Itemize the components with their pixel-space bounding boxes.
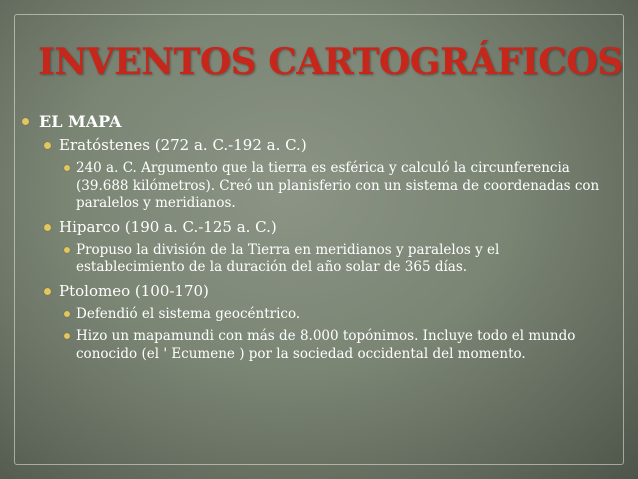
bullet-icon xyxy=(44,224,51,231)
section-title: Ptolomeo (100-170) xyxy=(59,281,209,300)
bullet-icon xyxy=(64,333,70,339)
heading-text: EL MAPA xyxy=(39,112,122,131)
bullet-icon xyxy=(22,118,29,125)
bullet-icon xyxy=(44,288,51,295)
section-point xyxy=(22,328,612,363)
section-point xyxy=(22,306,612,324)
bullet-icon xyxy=(44,142,51,149)
section-title: Eratóstenes (272 a. C.-192 a. C.) xyxy=(59,136,307,154)
section-point xyxy=(22,160,612,213)
section-item-ptolomeo xyxy=(22,282,612,301)
slide-title: INVENTOS CARTOGRÁFICOS xyxy=(38,41,623,83)
point-text: Propuso la división de la Tierra en meridianos y paralelos y el establecimiento de la duración del año solar de 365 días. xyxy=(76,241,500,275)
point-text: Hizo un mapamundi con más de 8.000 topónimos. Incluye todo el mundo conocido (el ' Ecumene ) por la sociedad occidental del momento. xyxy=(76,328,576,362)
section-item-eratostenes xyxy=(22,136,612,155)
bullet-icon xyxy=(64,311,70,317)
heading-item xyxy=(22,112,612,131)
bullet-icon xyxy=(64,247,70,253)
section-item-hiparco xyxy=(22,218,612,237)
bullet-icon xyxy=(64,165,70,171)
point-text: Defendió el sistema geocéntrico. xyxy=(76,305,301,322)
section-title: Hiparco (190 a. C.-125 a. C.) xyxy=(59,217,277,236)
slide-content xyxy=(22,112,612,368)
section-point xyxy=(22,242,612,277)
point-text: 240 a. C. Argumento que la tierra es esférica y calculó la circunferencia (39.688 kilómetros). Creó un planisferio con un sistema de coordenadas con paralelos y meridianos. xyxy=(76,160,600,211)
